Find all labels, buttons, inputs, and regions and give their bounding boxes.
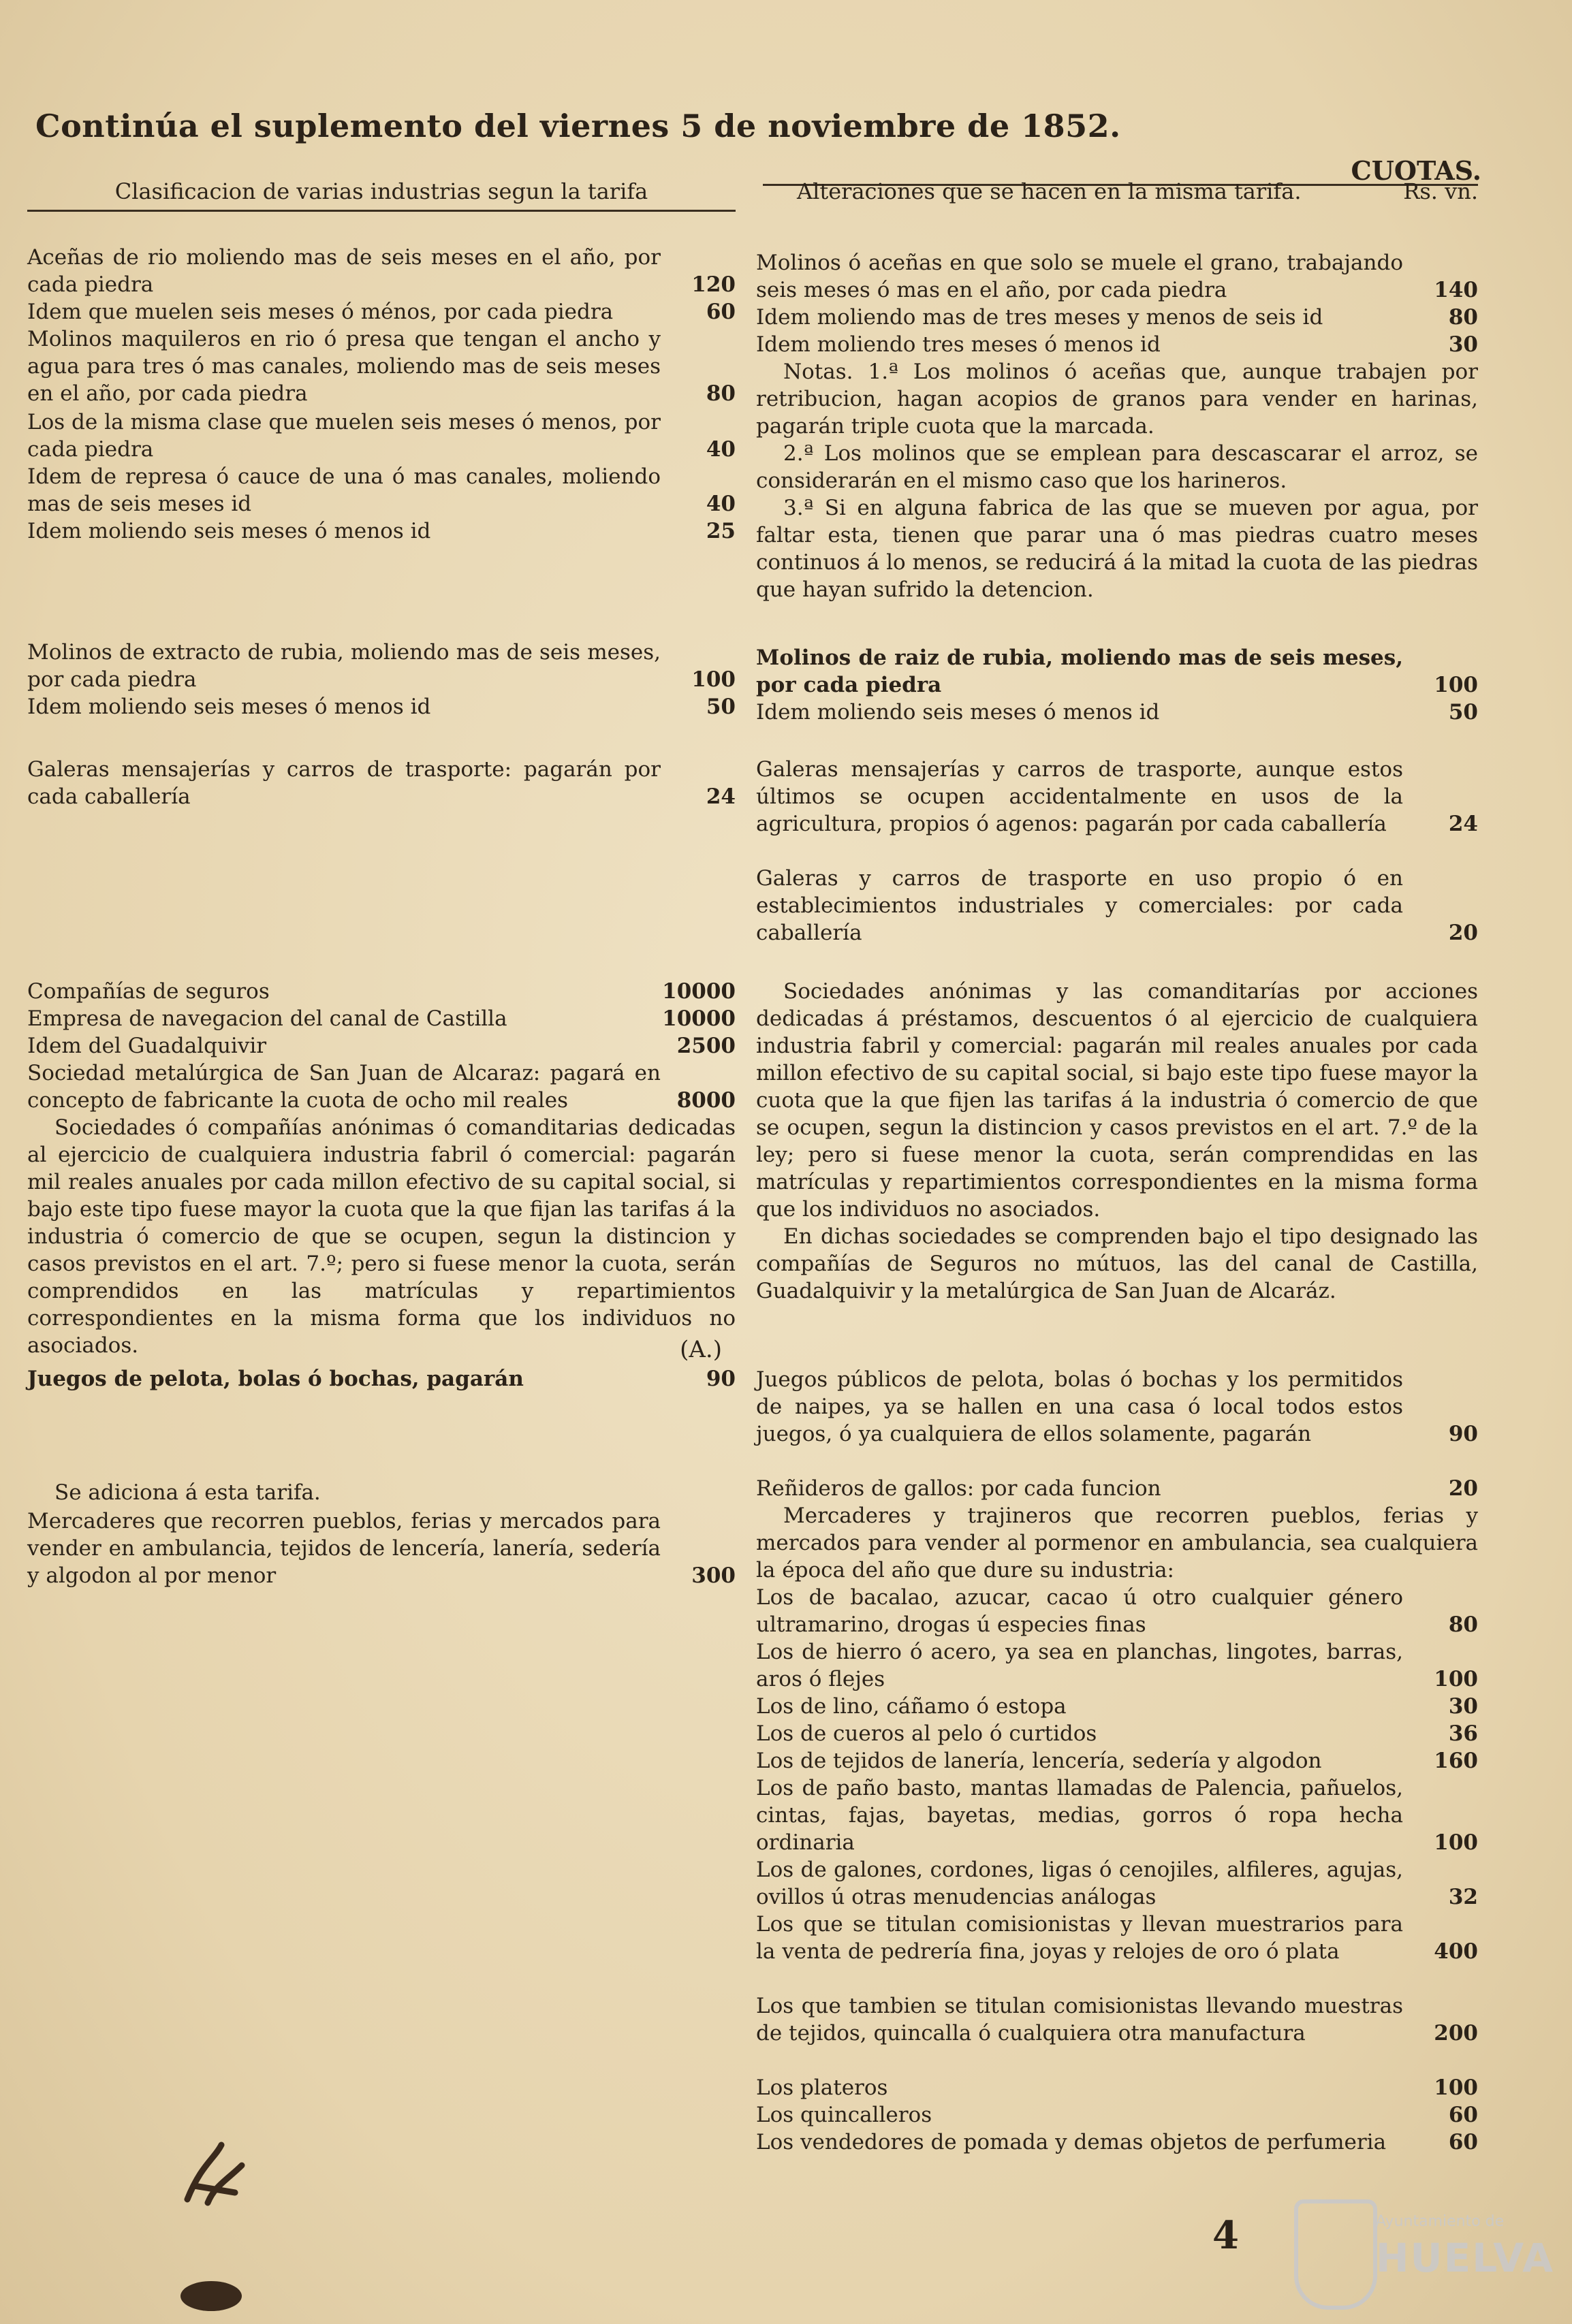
tariff-entry: Los plateros 100	[756, 2075, 1478, 2100]
tariff-entry: Galeras mensajerías y carros de trasporte, aunque estos últimos se ocupen accidentalmente en usos de la agricultura, propios ó agenos: pagarán por cada caballería 24	[756, 757, 1478, 836]
note: Notas. 1.ª Los molinos ó aceñas que, aunque trabajen por retribucion, hagan acopios de granos para vender en harinas, pagarán triple cuota que la marcada.	[756, 360, 1478, 439]
tariff-entry: Molinos maquileros en rio ó presa que tengan el ancho y agua para tres ó mas canales, moliendo mas de seis meses en el año, por cada piedra 80	[27, 327, 736, 406]
tariff-entry: Los que se titulan comisionistas y llevan muestrarios para la venta de pedrería fina, joyas y relojes de oro ó plata 400	[756, 1912, 1478, 1964]
note-mark: (A.)	[680, 1336, 722, 1363]
cuotas-heading: CUOTAS.	[1351, 155, 1481, 186]
tariff-entry: Idem que muelen seis meses ó ménos, por cada piedra 60	[27, 300, 736, 324]
tariff-entry: Galeras mensajerías y carros de trasporte: pagarán por cada caballería 24	[27, 757, 736, 809]
tariff-entry: Compañías de seguros 10000	[27, 979, 736, 1004]
tariff-entry: Los de la misma clase que muelen seis meses ó menos, por cada piedra 40	[27, 410, 736, 462]
tariff-entry: Molinos ó aceñas en que solo se muele el grano, trabajando seis meses ó mas en el año, por cada piedra 140	[756, 251, 1478, 302]
tariff-entry: Juegos públicos de pelota, bolas ó bochas y los permitidos de naipes, ya se hallen en una casa ó local todos estos juegos, ó ya cualquiera de ellos solamente, pagarán 90	[756, 1367, 1478, 1446]
left-heading-text: Clasificacion de varias industrias segun la tarifa	[114, 178, 648, 204]
tariff-entry: Idem del Guadalquivir 2500	[27, 1034, 736, 1058]
tariff-entry: Los de cueros al pelo ó curtidos 36	[756, 1721, 1478, 1746]
tariff-entry: Empresa de navegacion del canal de Castilla 10000	[27, 1006, 736, 1031]
tariff-entry: Idem moliendo seis meses ó menos id 50	[27, 695, 736, 719]
stamp-line2: HUELVA	[1376, 2235, 1555, 2281]
left-column	[27, 0, 736, 2324]
tariff-entry: Sociedad metalúrgica de San Juan de Alcaraz: pagará en concepto de fabricante la cuota de ocho mil reales 8000	[27, 1061, 736, 1113]
tariff-entry: Reñideros de gallos: por cada funcion 20	[756, 1476, 1478, 1501]
note: 2.ª Los molinos que se emplean para descascarar el arroz, se considerarán en el mismo caso que los harineros.	[756, 441, 1478, 493]
tariff-entry: Los que tambien se titulan comisionistas llevando muestras de tejidos, quincalla ó cualquiera otra manufactura 200	[756, 1994, 1478, 2046]
rs-vn-label: Rs. vn.	[1403, 178, 1478, 204]
tariff-entry: Molinos de extracto de rubia, moliendo mas de seis meses, por cada piedra 100	[27, 640, 736, 692]
tariff-entry: Los vendedores de pomada y demas objetos de perfumeria 60	[756, 2130, 1478, 2154]
right-heading-text: Alteraciones que se hacen en la misma tarifa.	[797, 178, 1302, 204]
tariff-entry: Los de paño basto, mantas llamadas de Palencia, pañuelos, cintas, fajas, bayetas, medias, gorros ó ropa hecha ordinaria 100	[756, 1776, 1478, 1855]
tariff-entry: Idem moliendo tres meses ó menos id 30	[756, 332, 1478, 357]
right-column	[756, 0, 1478, 2324]
tariff-entry: Idem moliendo mas de tres meses y menos de seis id 80	[756, 305, 1478, 330]
page-title: Continúa el suplemento del viernes 5 de noviembre de 1852.	[35, 108, 1121, 144]
tariff-entry: Aceñas de rio moliendo mas de seis meses en el año, por cada piedra 120	[27, 245, 736, 297]
paragraph: Sociedades anónimas y las comanditarías por acciones dedicadas á préstamos, descuentos ó al ejercicio de cualquiera industria fabril y comercial: pagarán mil reales anuales por cada millon efectivo de su capital social, si bajo este tipo fuese mayor la cuota que la que fijen las tarifas á la industria ó comercio de que se ocupen, segun la distincion y casos previstos en el art. 7.º de la ley; pero si fuese menor la cuota, serán comprendidas en las matrículas y repartimientos correspondientes en la misma forma que los individuos no asociados.	[756, 979, 1478, 1222]
tariff-entry: Mercaderes que recorren pueblos, ferias y mercados para vender en ambulancia, tejidos de lencería, lanería, sedería y algodon al por menor 300	[27, 1509, 736, 1588]
coat-of-arms-icon	[1294, 2199, 1377, 2310]
tariff-entry: Los de lino, cáñamo ó estopa 30	[756, 1694, 1478, 1719]
tariff-entry: Los de bacalao, azucar, cacao ú otro cualquier género ultramarino, drogas ú especies finas 80	[756, 1585, 1478, 1637]
tariff-entry: Los quincalleros 60	[756, 2103, 1478, 2127]
paragraph: En dichas sociedades se comprenden bajo el tipo designado las compañías de Seguros no mútuos, las del canal de Castilla, Guadalquivir y la metalúrgica de San Juan de Alcaráz.	[756, 1224, 1478, 1303]
page-number: 4	[1212, 2213, 1239, 2258]
note: 3.ª Si en alguna fabrica de las que se mueven por agua, por faltar esta, tienen que parar una ó mas piedras cuatro meses continuos á lo menos, se reducirá á la mitad la cuota de las piedras que hayan sufrido la detencion.	[756, 496, 1478, 602]
paragraph: Sociedades ó compañías anónimas ó comanditarias dedicadas al ejercicio de cualquiera industria fabril ó comercial: pagarán mil reales anuales por cada millon efectivo de su capital social, si bajo este tipo fuese mayor la cuota que la que fijan las tarifas á la industria ó comercio de que se ocupen, segun la distincion y casos previstos en el art. 7.º; pero si fuese menor la cuota, serán comprendidos en las matrículas y repartimientos correspondientes en la misma forma que los individuos no asociados.	[27, 1115, 736, 1358]
paragraph: Mercaderes y trajineros que recorren pueblos, ferias y mercados para vender al pormenor en ambulancia, sea cualquiera la época del año que dure su industria:	[756, 1503, 1478, 1582]
stamp-line1: Ayuntamiento de	[1376, 2213, 1505, 2230]
tariff-entry: Juegos de pelota, bolas ó bochas, pagarán 90	[27, 1367, 736, 1391]
archive-stamp	[1294, 2199, 1555, 2308]
tariff-entry: Los de hierro ó acero, ya sea en planchas, lingotes, barras, aros ó flejes 100	[756, 1640, 1478, 1691]
tariff-entry: Idem de represa ó cauce de una ó mas canales, moliendo mas de seis meses id 40	[27, 464, 736, 516]
subheading: Se adiciona á esta tarifa.	[54, 1480, 321, 1505]
tariff-entry: Idem moliendo seis meses ó menos id 50	[756, 700, 1478, 725]
tariff-entry: Galeras y carros de trasporte en uso propio ó en establecimientos industriales y comerciales: por cada caballería 20	[756, 866, 1478, 945]
ink-mark-icon	[174, 2138, 255, 2213]
tariff-entry: Molinos de raiz de rubia, moliendo mas de seis meses, por cada piedra 100	[756, 646, 1478, 697]
tariff-entry: Los de tejidos de lanería, lencería, sedería y algodon 160	[756, 1749, 1478, 1773]
tariff-entry: Los de galones, cordones, ligas ó cenojiles, alfileres, agujas, ovillos ú otras menudencias análogas 32	[756, 1858, 1478, 1909]
ink-blot	[180, 2281, 242, 2311]
tariff-entry: Idem moliendo seis meses ó menos id 25	[27, 519, 736, 543]
